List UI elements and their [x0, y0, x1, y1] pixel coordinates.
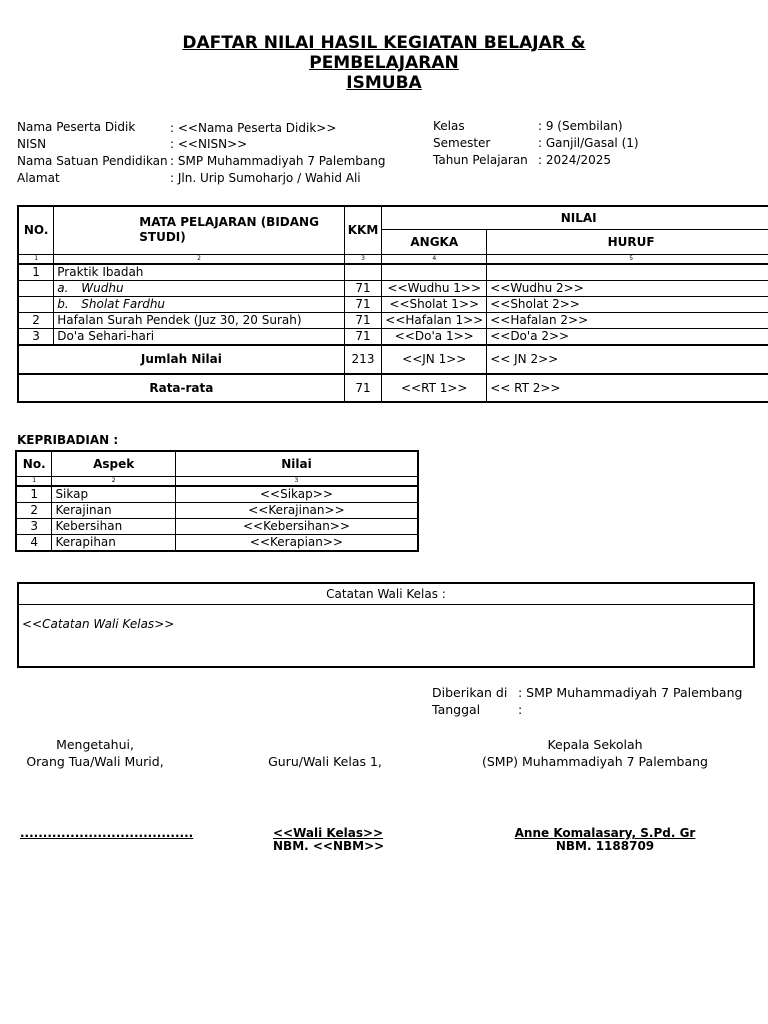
info-label: Tahun Pelajaran [433, 152, 528, 167]
teacher-line-1: Guru/Wali Kelas 1, [268, 754, 382, 769]
header-aspek: Aspek [52, 451, 175, 476]
principal-name: Anne Komalasary, S.Pd. Gr [514, 826, 696, 840]
col-number: 2 [52, 476, 175, 486]
info-label: Kelas [433, 118, 465, 133]
row-subject: Wudhu [81, 281, 124, 295]
table-row [16, 502, 418, 518]
info-value: : <<Nama Peserta Didik>> [170, 121, 337, 135]
principal-line-1: Kepala Sekolah [547, 737, 643, 752]
table-row [16, 534, 418, 551]
issued-date-value: : [518, 702, 523, 717]
row-subject: Praktik Ibadah [54, 264, 344, 281]
total-label: Jumlah Nilai [18, 345, 344, 374]
info-label: Nama Peserta Didik [17, 119, 136, 134]
row-kkm: 71 [344, 312, 382, 328]
row-kkm [344, 264, 382, 281]
principal-signature [470, 736, 720, 770]
row-angka: <<Sholat 1>> [382, 296, 487, 312]
row-no [18, 280, 54, 296]
issued-block [432, 684, 742, 718]
row-subject: Do'a Sehari-hari [54, 328, 344, 345]
row-subject-cell [54, 296, 344, 312]
notes-heading: Catatan Wali Kelas : [19, 584, 753, 605]
issued-place-label: Diberikan di [432, 685, 508, 700]
row-angka: <<Hafalan 1>> [382, 312, 487, 328]
row-angka: <<Do'a 1>> [382, 328, 487, 345]
row-nilai: <<Kerajinan>> [175, 502, 418, 518]
header-angka: ANGKA [382, 229, 487, 254]
row-nilai: <<Sikap>> [175, 486, 418, 503]
issued-place-value: : SMP Muhammadiyah 7 Palembang [518, 685, 743, 700]
table-row [18, 296, 768, 312]
header-nilai: NILAI [382, 206, 768, 229]
teacher-name: <<Wali Kelas>> [273, 826, 384, 840]
issued-date-label: Tanggal [432, 702, 481, 717]
average-row [18, 374, 768, 402]
row-huruf [487, 264, 768, 281]
header-nilai: Nilai [175, 451, 418, 476]
teacher-name-block [230, 827, 448, 853]
grades-table [17, 205, 768, 403]
parent-signature [0, 736, 190, 770]
row-aspek: Kerapihan [52, 534, 175, 551]
row-subject-cell [54, 280, 344, 296]
table-row [18, 280, 768, 296]
header-no: No. [16, 451, 52, 476]
row-no: 4 [16, 534, 52, 551]
row-kkm: 71 [344, 280, 382, 296]
table-row [16, 486, 418, 503]
average-angka: <<RT 1>> [382, 374, 487, 402]
row-nilai: <<Kerapian>> [175, 534, 418, 551]
personality-heading: KEPRIBADIAN : [17, 433, 119, 447]
row-huruf: <<Hafalan 2>> [487, 312, 768, 328]
info-label: Semester [433, 135, 491, 150]
info-value: : Jln. Urip Sumoharjo / Wahid Ali [170, 170, 361, 185]
teacher-nbm: NBM. <<NBM>> [273, 839, 385, 853]
row-aspek: Kerajinan [52, 502, 175, 518]
col-number: 4 [382, 254, 487, 264]
row-aspek: Sikap [52, 486, 175, 503]
title-line-3: ISMUBA [346, 73, 422, 93]
info-label: Nama Satuan Pendidikan [17, 153, 168, 168]
parent-line-2: Orang Tua/Wali Murid, [26, 754, 164, 769]
table-row [18, 312, 768, 328]
info-label: Alamat [17, 170, 60, 185]
row-prefix: a. [57, 281, 69, 295]
row-nilai: <<Kebersihan>> [175, 518, 418, 534]
principal-name-block [490, 827, 720, 853]
principal-line-2: (SMP) Muhammadiyah 7 Palembang [481, 754, 708, 769]
row-angka [382, 264, 487, 281]
row-kkm: 71 [344, 296, 382, 312]
info-value: : 2024/2025 [538, 152, 611, 167]
title-line-2: PEMBELAJARAN [309, 53, 459, 73]
row-subject: Sholat Fardhu [81, 297, 166, 311]
row-no: 1 [16, 486, 52, 503]
parent-line-1: Mengetahui, [56, 737, 134, 752]
row-no: 3 [18, 328, 54, 345]
col-number: 3 [344, 254, 382, 264]
total-huruf: << JN 2>> [487, 345, 768, 374]
col-number: 5 [487, 254, 768, 264]
teacher-signature [230, 753, 420, 770]
info-value: : <<NISN>> [170, 136, 248, 151]
col-number: 3 [175, 476, 418, 486]
row-no [18, 296, 54, 312]
average-label: Rata-rata [18, 374, 344, 402]
info-value: : 9 (Sembilan) [538, 118, 623, 133]
total-angka: <<JN 1>> [382, 345, 487, 374]
table-row [18, 264, 768, 281]
personality-table-container [15, 450, 419, 552]
row-no: 2 [18, 312, 54, 328]
row-no: 2 [16, 502, 52, 518]
personality-table [15, 450, 419, 552]
row-aspek: Kebersihan [52, 518, 175, 534]
header-huruf: HURUF [487, 229, 768, 254]
info-label: NISN [17, 136, 47, 151]
row-no: 1 [18, 264, 54, 281]
parent-name: ...................................... [20, 826, 194, 840]
average-huruf: << RT 2>> [487, 374, 768, 402]
row-huruf: <<Wudhu 2>> [487, 280, 768, 296]
student-info-right [433, 117, 639, 168]
info-value: : Ganjil/Gasal (1) [538, 135, 639, 150]
notes-box [17, 582, 755, 668]
row-angka: <<Wudhu 1>> [382, 280, 487, 296]
col-number: 2 [54, 254, 344, 264]
row-prefix: b. [57, 297, 69, 311]
title-line-1: DAFTAR NILAI HASIL KEGIATAN BELAJAR & [182, 33, 586, 53]
table-row [18, 328, 768, 345]
info-value: : SMP Muhammadiyah 7 Palembang [170, 153, 386, 168]
grades-table-container [17, 205, 768, 403]
col-number: 1 [16, 476, 52, 486]
col-number: 1 [18, 254, 54, 264]
row-huruf: <<Do'a 2>> [487, 328, 768, 345]
student-info-left [17, 118, 385, 186]
table-row [16, 518, 418, 534]
header-subject: MATA PELAJARAN (BIDANG STUDI) [54, 206, 344, 254]
header-no: NO. [18, 206, 54, 254]
row-huruf: <<Sholat 2>> [487, 296, 768, 312]
notes-content: <<Catatan Wali Kelas>> [22, 617, 175, 631]
row-kkm: 71 [344, 328, 382, 345]
principal-nbm: NBM. 1188709 [555, 839, 655, 853]
header-kkm: KKM [344, 206, 382, 254]
row-subject: Hafalan Surah Pendek (Juz 30, 20 Surah) [54, 312, 344, 328]
average-kkm: 71 [344, 374, 382, 402]
total-row [18, 345, 768, 374]
row-no: 3 [16, 518, 52, 534]
document-title [0, 33, 768, 93]
total-kkm: 213 [344, 345, 382, 374]
